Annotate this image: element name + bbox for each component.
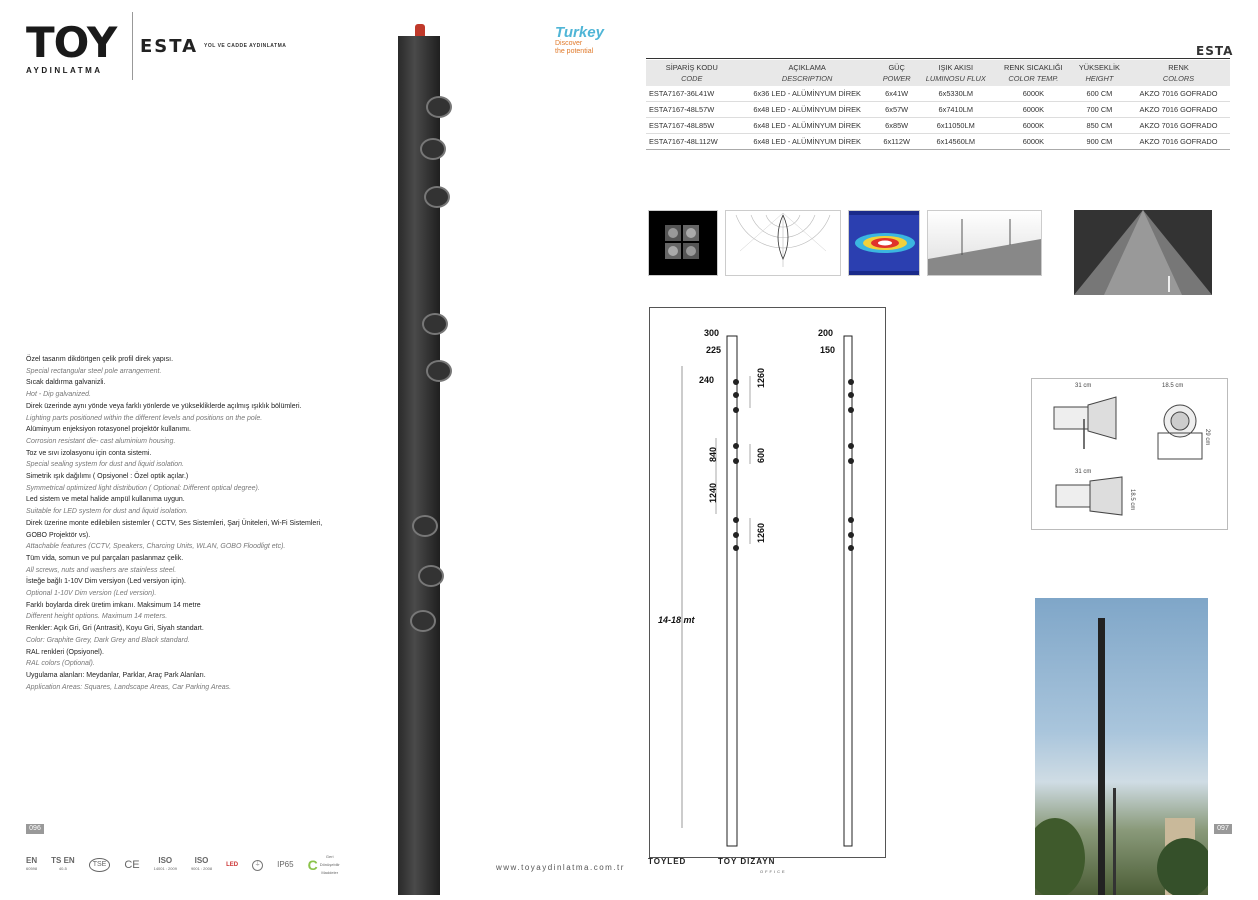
feature-tr: Renkler: Açık Gri, Gri (Antrasit), Koyu Gri, Siyah standart. bbox=[26, 625, 204, 633]
polar-diagram bbox=[725, 210, 841, 276]
table-row: ESTA7167-48L112W 6x48 LED - ALÜMİNYUM DİREK 6x112W 6x14560LM 6000K 900 CM AKZO 7016 GOFRADO bbox=[646, 134, 1230, 150]
table-row: ESTA7167-48L85W 6x48 LED - ALÜMİNYUM DİREK 6x85W 6x11050LM 6000K 850 CM AKZO 7016 GOFRADO bbox=[646, 118, 1230, 134]
dim-200: 200 bbox=[818, 328, 834, 338]
table-row: ESTA7167-48L57W 6x48 LED - ALÜMİNYUM DİREK 6x57W 6x7410LM 6000K 700 CM AKZO 7016 GOFRADO bbox=[646, 102, 1230, 118]
page-number-right: 097 bbox=[1214, 824, 1232, 834]
feature-en: Different height options. Maximum 14 meters. bbox=[26, 613, 168, 621]
fixture-photo bbox=[410, 610, 436, 632]
feature-tr: RAL renkleri (Opsiyonel). bbox=[26, 648, 104, 656]
dim-300: 300 bbox=[704, 328, 720, 338]
dim-840: 840 bbox=[708, 446, 718, 462]
fixture-detail-drawing bbox=[1031, 378, 1228, 530]
isolux-diagram bbox=[848, 210, 920, 276]
dim-225: 225 bbox=[706, 345, 722, 355]
toy-dizayn-logo: TOY DIZAYN bbox=[718, 857, 776, 866]
dim-1260b: 1260 bbox=[756, 522, 766, 543]
feature-tr: Sıcak daldırma galvanizli. bbox=[26, 379, 106, 387]
dim-width: 31 cm bbox=[1075, 383, 1092, 389]
dim-depth: 18.5 cm bbox=[1162, 383, 1184, 389]
feature-en: Special rectangular steel pole arrangement. bbox=[26, 367, 162, 375]
led-icon: LED bbox=[226, 862, 239, 868]
fixture-photo bbox=[426, 360, 452, 382]
feature-tr: Özel tasarım dikdörtgen çelik profil direk yapısı. bbox=[26, 356, 174, 363]
feature-en: Lighting parts positioned within the different levels and positions on the pole. bbox=[26, 414, 263, 422]
light-beam-render bbox=[1074, 210, 1212, 295]
product-category: YOL VE CADDE AYDINLATMA bbox=[204, 43, 287, 49]
installation-photo bbox=[1035, 598, 1208, 895]
feature-tr: Uygulama alanları: Meydanlar, Parklar, Araç Park Alanları. bbox=[26, 671, 206, 679]
header-divider bbox=[132, 12, 133, 80]
toy-logo bbox=[26, 18, 117, 82]
fixture-photo bbox=[424, 186, 450, 208]
iso-14001-icon: ISO 14001 : 2009 bbox=[153, 856, 177, 871]
feature-en: All screws, nuts and washers are stainless steel. bbox=[26, 566, 177, 574]
spec-table bbox=[646, 60, 1230, 150]
feature-tr: İsteğe bağlı 1-10V Dim versiyon (Led versiyon için). bbox=[26, 578, 186, 586]
lens-photo bbox=[648, 210, 718, 276]
dim-240: 240 bbox=[699, 375, 715, 385]
ce-cert-icon: CE bbox=[124, 859, 140, 871]
table-rule bbox=[646, 58, 1230, 59]
dim-600: 600 bbox=[756, 447, 766, 463]
feature-en: Hot - Dip galvanized. bbox=[26, 391, 91, 399]
iso-9001-icon: ISO 9001 : 2008 bbox=[190, 856, 213, 871]
toy-dizayn-sub: OFFICE bbox=[760, 869, 787, 874]
fixture-photo bbox=[412, 515, 438, 537]
fixture-photo bbox=[418, 565, 444, 587]
dim-1240: 1240 bbox=[708, 482, 718, 503]
certification-strip bbox=[26, 853, 340, 877]
earth-icon: ⏚ bbox=[252, 860, 263, 871]
feature-en: Optional 1-10V Dim version (Led version). bbox=[26, 590, 157, 598]
dim-width-bottom: 31 cm bbox=[1075, 469, 1092, 475]
feature-tr: Toz ve sıvı izolasyonu için conta sistemi. bbox=[26, 449, 152, 457]
feature-tr: Direk üzerine monte edilebilen sistemler ( CCTV, Ses Sistemleri, Şarj Üniteleri, Wi-Fi Sistemleri, GOBO Projektör vs). bbox=[26, 519, 323, 539]
road-render bbox=[927, 210, 1042, 276]
dim-150: 150 bbox=[820, 345, 836, 355]
feature-en: Symmetrical optimized light distribution ( Optional: Different optical degree). bbox=[26, 484, 260, 492]
feature-en: Application Areas: Squares, Landscape Areas, Car Parking Areas. bbox=[26, 683, 232, 691]
feature-tr: Led sistem ve metal halide ampül kullanıma uygun. bbox=[26, 496, 185, 504]
pole-height: 14-18 mt bbox=[658, 615, 695, 625]
dim-height-bottom: 18.5 cm bbox=[1129, 489, 1135, 511]
turkey-logo: Turkey Discover the potential bbox=[555, 24, 604, 55]
tse-cert-icon: TSE bbox=[89, 858, 111, 872]
feature-tr: Simetrik ışık dağılımı ( Opsiyonel : Özel optik açılar.) bbox=[26, 473, 189, 481]
feature-en: Special sealing system for dust and liquid isolation. bbox=[26, 461, 184, 469]
feature-tr: Direk üzerinde aynı yönde veya farklı yönlerde ve yüksekliklerde açılmış ışıklık bölümleri. bbox=[26, 402, 302, 410]
product-title: ESTA bbox=[140, 36, 199, 57]
dim-height: 29 cm bbox=[1204, 429, 1210, 446]
feature-tr: Alüminyum enjeksiyon rotasyonel projektör kullanımı. bbox=[26, 426, 191, 434]
tsen-cert-icon: TS EN 40-5 bbox=[51, 856, 75, 871]
logo-main-text: TOY bbox=[26, 18, 117, 67]
fixture-photo bbox=[426, 96, 452, 118]
feature-en: Corrosion resistant die- cast aluminium housing. bbox=[26, 437, 176, 445]
toyled-logo: TOYLED bbox=[648, 857, 687, 866]
fixture-photo bbox=[422, 313, 448, 335]
spec-title: ESTA bbox=[1196, 44, 1234, 58]
pole-warning-light bbox=[415, 24, 425, 36]
feature-list bbox=[26, 354, 326, 693]
table-header: SİPARİŞ KODU CODE AÇIKLAMA DESCRIPTION GÜÇ POWER IŞIK AKISI LUMINOSU FLUX RENK SICAKLIĞI COLOR TEMP. YÜKSEKLİK HEIGHT RENK COLORS bbox=[646, 60, 1230, 86]
feature-en: Color: Graphite Grey, Dark Grey and Black standard. bbox=[26, 636, 190, 644]
feature-en: Attachable features (CCTV, Speakers, Charcing Units, WLAN, GOBO Floodligt etc). bbox=[26, 543, 286, 551]
feature-en: RAL colors (Optional). bbox=[26, 660, 95, 668]
feature-tr: Tüm vida, somun ve pul parçaları paslanmaz çelik. bbox=[26, 554, 184, 562]
technical-drawing bbox=[649, 307, 886, 858]
pole-photo bbox=[398, 36, 440, 895]
ip65-icon: IP65 bbox=[277, 860, 294, 869]
fixture-photo bbox=[420, 138, 446, 160]
feature-tr: Farklı boylarda direk üretim imkanı. Maksimum 14 metre bbox=[26, 601, 201, 609]
recycle-icon: C Geri Dönüşebilir Maddeler bbox=[307, 854, 340, 875]
en-cert-icon: EN 60598 bbox=[26, 856, 38, 871]
logo-sub-text: AYDINLATMA bbox=[26, 66, 103, 75]
feature-en: Suitable for LED system for dust and liquid isolation. bbox=[26, 508, 188, 516]
dim-1260a: 1260 bbox=[756, 367, 766, 388]
table-row: ESTA7167-36L41W 6x36 LED - ALÜMİNYUM DİREK 6x41W 6x5330LM 6000K 600 CM AKZO 7016 GOFRADO bbox=[646, 86, 1230, 102]
page-number-left: 096 bbox=[26, 824, 44, 834]
website-url: www.toyaydinlatma.com.tr bbox=[496, 863, 625, 872]
